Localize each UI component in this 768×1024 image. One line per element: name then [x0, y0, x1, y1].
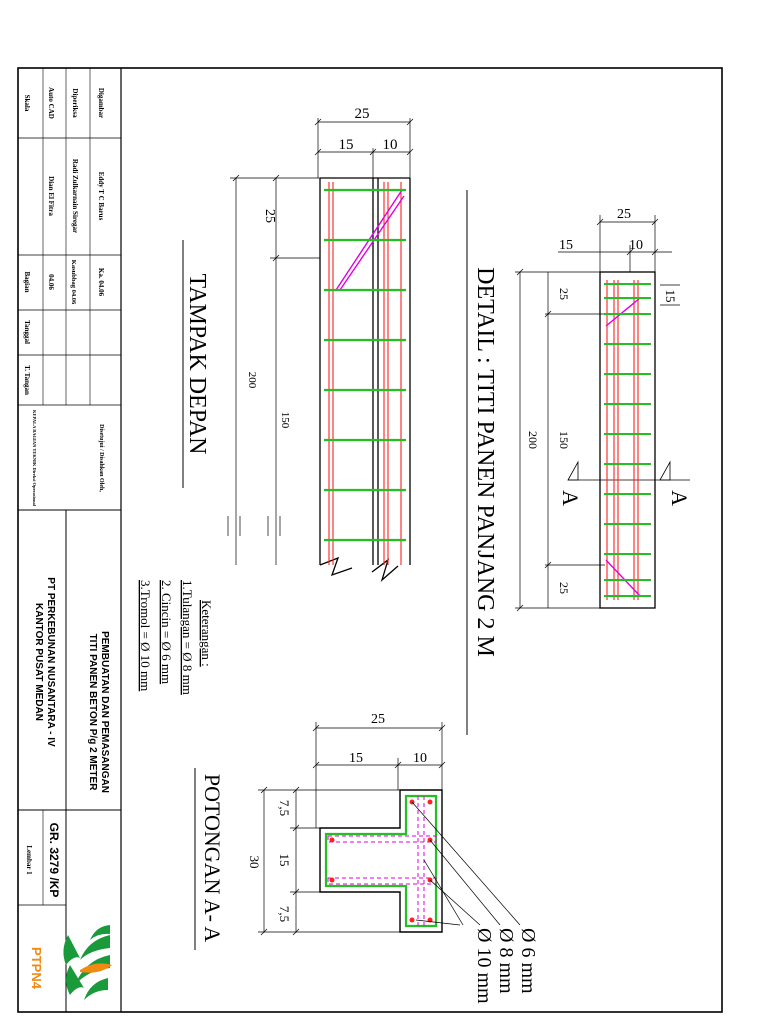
- detail-dim-side15: 15: [663, 289, 678, 303]
- detail-dim-end-a: 25: [557, 288, 571, 300]
- tb-project-line1: PEMBUATAN DAN PEMASANGAN: [99, 631, 110, 793]
- section-view: [195, 712, 539, 1004]
- detail-title: DETAIL : TITI PANEN PANJANG 2 M: [472, 267, 498, 657]
- front-dim-mid: 150: [279, 411, 291, 429]
- front-dim-10: 10: [382, 137, 398, 153]
- detail-dim-end-b: 25: [557, 582, 571, 594]
- tb-label-digambar: Digambar: [97, 87, 105, 119]
- tb-col-ttangan: T. Tangan: [23, 365, 31, 395]
- section-label-8mm: Ø 8 mm: [495, 928, 517, 994]
- section-dim-h2: 15: [277, 853, 292, 867]
- ptpn4-logo: [29, 925, 112, 1000]
- tb-extra-digambar: Ka. 04.06: [97, 267, 105, 297]
- front-dim-15: 15: [338, 137, 354, 153]
- section-dim-10: 10: [413, 751, 427, 766]
- notes-block: [138, 580, 214, 695]
- section-label-10mm: Ø 10 mm: [473, 928, 495, 1004]
- tb-company-line2: KANTOR PUSAT MEDAN: [33, 603, 44, 721]
- front-dim-len: 200: [246, 371, 258, 389]
- section-mark-right: A: [667, 490, 692, 506]
- tb-col-tanggal: Tanggal: [23, 320, 31, 344]
- tb-approval: Disetujui / Disahkan Oleh,: [98, 424, 104, 492]
- tb-project-line2: TITI PANEN BETON P/g 2 METER: [87, 633, 98, 791]
- notes-heading: Keterangan :: [199, 600, 214, 667]
- section-dim-total: 30: [247, 855, 262, 869]
- tb-extra-autocad: 04.06: [47, 274, 55, 290]
- tb-label-autocad: Auto CAD: [47, 87, 55, 119]
- section-dim-h1: 7,5: [277, 799, 292, 817]
- detail-dim-15: 15: [559, 238, 573, 253]
- detail-dim-10: 10: [629, 238, 643, 253]
- section-dim-h3: 7,5: [277, 905, 292, 923]
- title-block: [18, 68, 121, 1012]
- tb-col-bagian: Bagian: [23, 271, 31, 293]
- section-title: POTONGAN A- A: [200, 773, 225, 943]
- tb-label-diperiksa: Diperiksa: [71, 88, 79, 118]
- front-title: TAMPAK DEPAN: [184, 273, 210, 455]
- tb-value-autocad: Dian El Fitra: [47, 176, 55, 216]
- logo-text: PTPN4: [29, 947, 44, 989]
- detail-view: [467, 190, 692, 735]
- detail-dim-mid: 150: [557, 431, 571, 449]
- tb-company-line1: PT PERKEBUNAN NUSANTARA - IV: [45, 577, 56, 747]
- section-label-6mm: Ø 6 mm: [517, 928, 539, 994]
- tb-drawing-number: GR. 3279 /KP: [47, 822, 61, 898]
- tb-value-digambar: Eddy T C Barus: [97, 171, 105, 221]
- section-dim-15: 15: [349, 751, 363, 766]
- tb-dept: KEPALA BAGIAN TEKNIK Direksi Operasional: [32, 409, 37, 507]
- note-2: 2. Cincin = Ø 6 mm: [159, 580, 174, 685]
- front-dim-end: 25: [262, 209, 277, 223]
- note-3: 3.Tromol = Ø 10 mm: [138, 580, 153, 692]
- tb-value-diperiksa: Radi Zulkarnain Siregar: [71, 158, 79, 234]
- front-dim-25: 25: [354, 106, 370, 122]
- detail-dim-25: 25: [617, 207, 631, 222]
- tb-extra-diperiksa: Kasubbag 04.06: [70, 259, 77, 305]
- tb-label-skala: Skala: [23, 94, 31, 112]
- note-1: 1.Tulangan = Ø 8 mm: [180, 580, 195, 695]
- detail-dim-len: 200: [526, 431, 540, 449]
- tb-sheet-number: Lembar 1: [25, 845, 33, 875]
- section-stirrup: [326, 796, 436, 926]
- section-mark-left: A: [558, 490, 583, 506]
- section-dim-25: 25: [371, 712, 385, 727]
- front-view: [183, 106, 413, 580]
